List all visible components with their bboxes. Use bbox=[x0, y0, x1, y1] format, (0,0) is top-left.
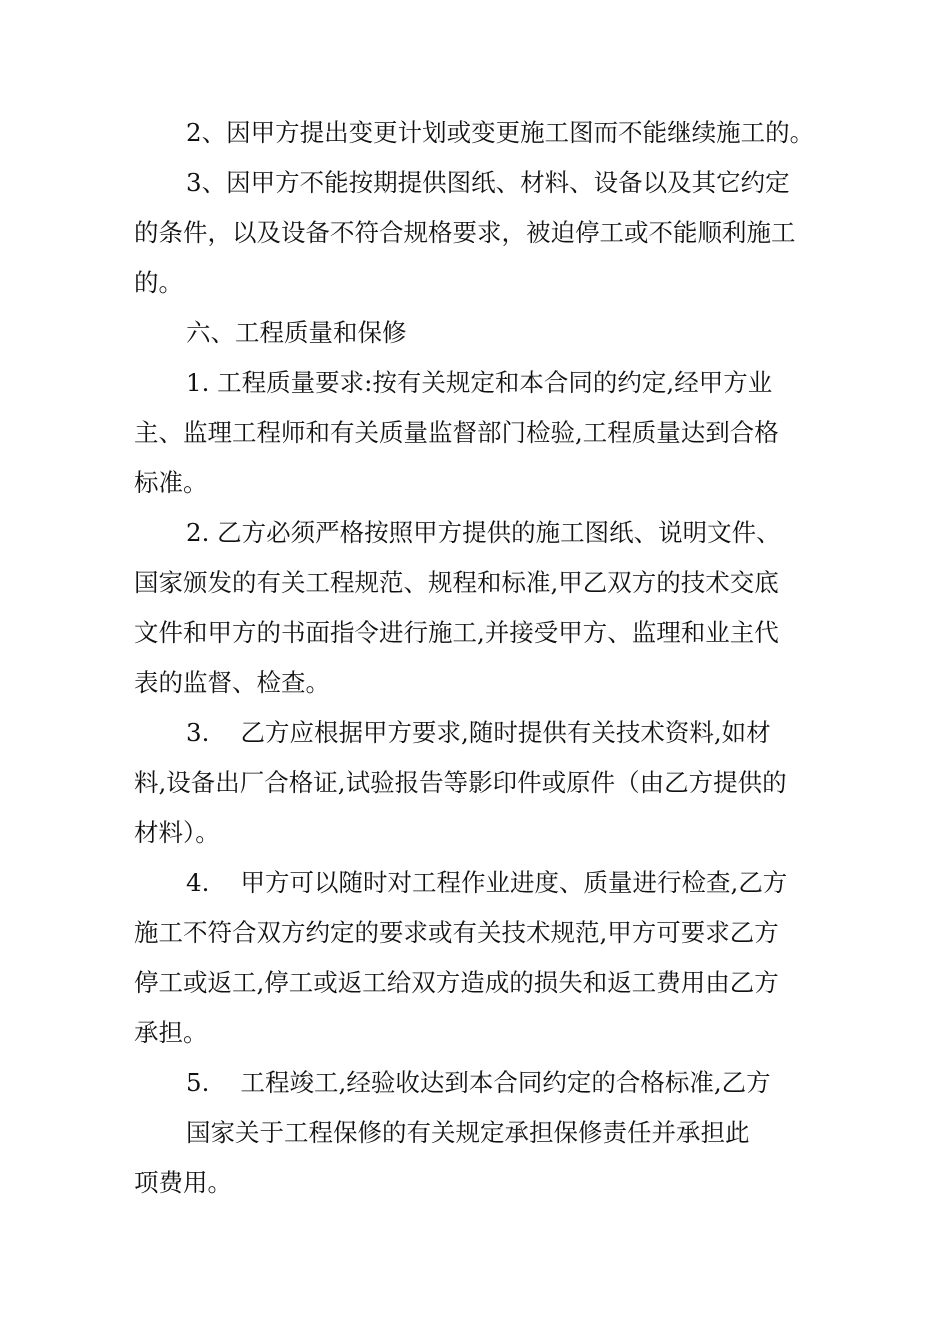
section-heading: 六、工程质量和保修 bbox=[186, 318, 407, 347]
list-item-line: 料,设备出厂合格证,试验报告等影印件或原件（由乙方提供的 bbox=[134, 768, 787, 797]
paragraph-line: 2、因甲方提出变更计划或变更施工图而不能继续施工的。 bbox=[186, 118, 815, 147]
list-item-line: 表的监督、检查。 bbox=[134, 668, 330, 697]
list-item-line: 主、监理工程师和有关质量监督部门检验,工程质量达到合格 bbox=[134, 418, 779, 447]
list-item-line: 施工不符合双方约定的要求或有关技术规范,甲方可要求乙方 bbox=[134, 918, 779, 947]
list-item-line: 文件和甲方的书面指令进行施工,并接受甲方、监理和业主代 bbox=[134, 618, 779, 647]
list-item-line: 5. 工程竣工,经验收达到本合同约定的合格标准,乙方 bbox=[186, 1068, 771, 1097]
list-item-line: 承担。 bbox=[134, 1018, 208, 1047]
list-item-line: 3. 乙方应根据甲方要求,随时提供有关技术资料,如材 bbox=[186, 718, 771, 747]
list-item-line: 2. 乙方必须严格按照甲方提供的施工图纸、说明文件、 bbox=[186, 518, 781, 547]
paragraph-line: 3、因甲方不能按期提供图纸、材料、设备以及其它约定 bbox=[186, 168, 790, 197]
list-item-line: 国家颁发的有关工程规范、规程和标准,甲乙双方的技术交底 bbox=[134, 568, 779, 597]
list-item-line: 标准。 bbox=[134, 468, 208, 497]
list-item-line: 停工或返工,停工或返工给双方造成的损失和返工费用由乙方 bbox=[134, 968, 779, 997]
paragraph-line: 的。 bbox=[134, 268, 183, 297]
list-item-line: 国家关于工程保修的有关规定承担保修责任并承担此 bbox=[186, 1118, 750, 1147]
list-item-line: 1. 工程质量要求:按有关规定和本合同的约定,经甲方业 bbox=[186, 368, 773, 397]
list-item-line: 材料）。 bbox=[134, 818, 220, 847]
list-item-line: 项费用。 bbox=[134, 1168, 232, 1197]
list-item-line: 4. 甲方可以随时对工程作业进度、质量进行检查,乙方 bbox=[186, 868, 788, 897]
paragraph-line: 的条件，以及设备不符合规格要求，被迫停工或不能顺利施工 bbox=[134, 218, 796, 247]
